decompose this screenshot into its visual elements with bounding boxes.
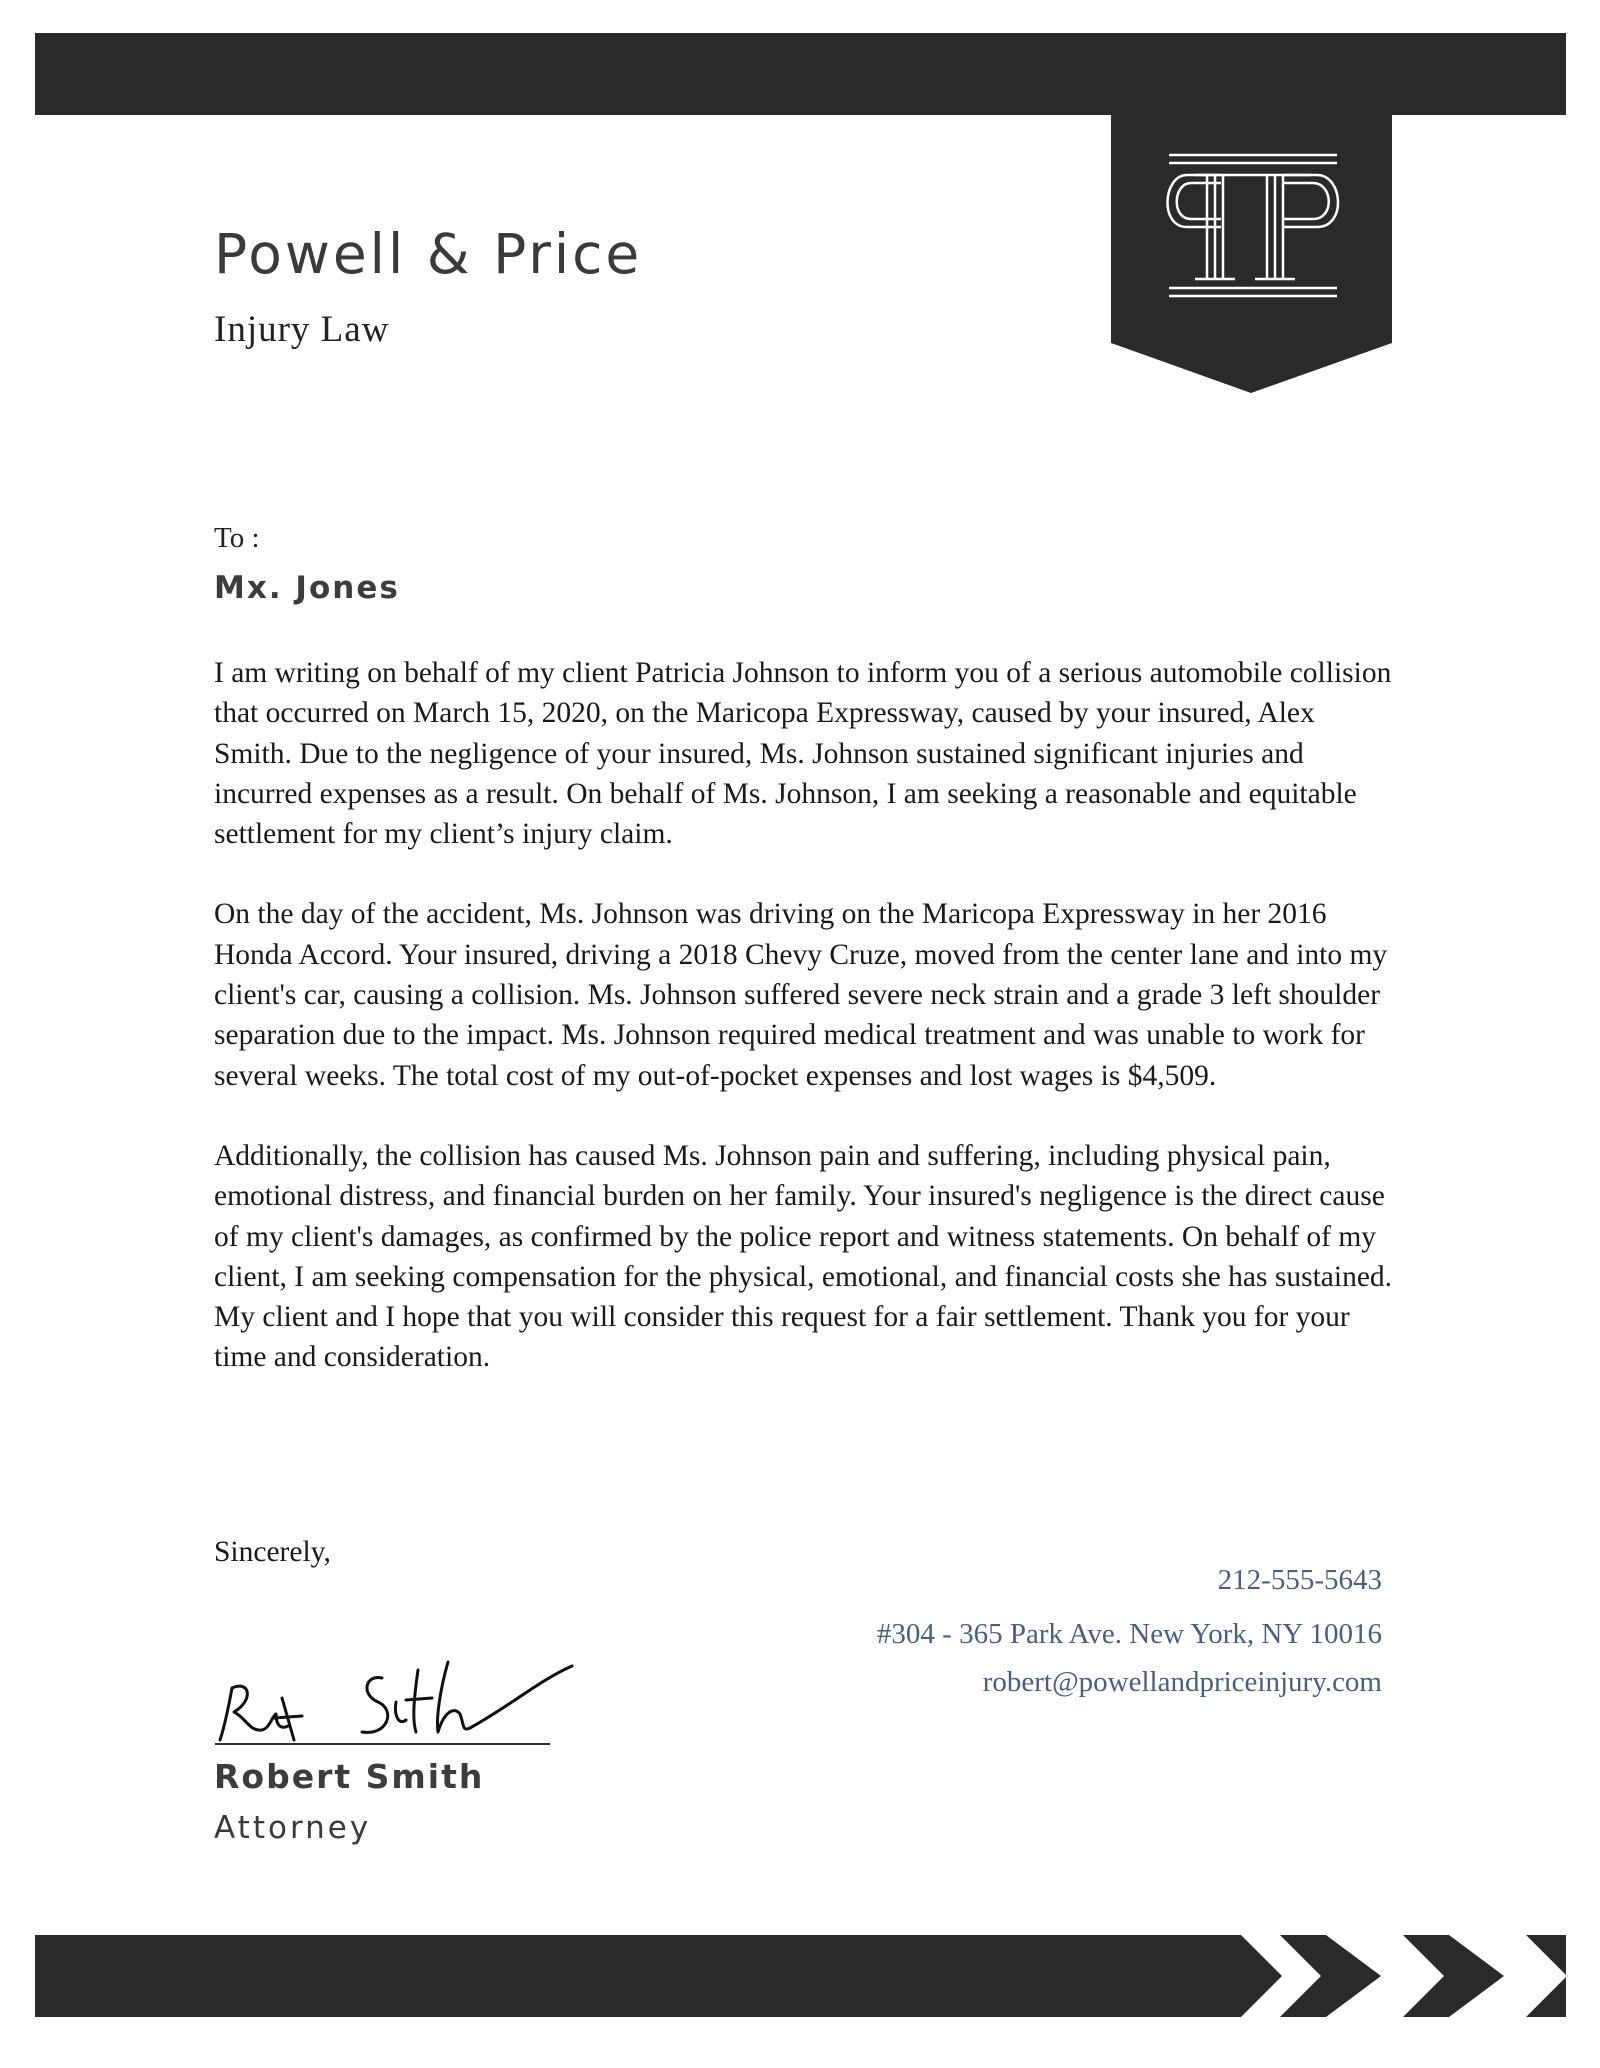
signer-name: Robert Smith [214,1757,485,1796]
body-paragraph-1: I am writing on behalf of my client Patricia Johnson to inform you of a serious automobile collision that occurred on March 15, 2020, on the Maricopa Expressway, caused by your insured, Alex Smith. Due to the negligence of your insured, Ms. Johnson sustained significant injuries and incurred expenses as a result. On behalf of Ms. Johnson, I am seeking a reasonable and equitable settlement for my client’s injury claim. [214,657,1392,851]
firm-name: Powell & Price [214,222,643,286]
contact-email: robert@powellandpriceinjury.com [982,1666,1382,1698]
body-paragraph-4: My client and I hope that you will consider this request for a fair settlement. Thank you for your time and consideration. [214,1301,1350,1374]
footer-bar [35,1935,1566,2017]
handwritten-signature-icon [210,1640,580,1750]
contact-phone: 212-555-5643 [1217,1564,1382,1596]
top-header-bar [35,33,1566,115]
chevron-arrows-icon [1280,1935,1566,2017]
body-paragraph-3: Additionally, the collision has caused Ms. Johnson pain and suffering, including physical pain, emotional distress, and financial burden on her family. Your insured's negligence is the direct cause of my client's damages, as confirmed by the police report and witness statements. On behalf of my client, I am seeking compensation for the physical, emotional, and financial costs she has sustained. [214,1139,1393,1293]
to-label: To : [214,522,260,554]
pp-monogram-pillars-icon [1111,115,1392,393]
firm-subtitle: Injury Law [214,309,390,350]
body-paragraph-2: On the day of the accident, Ms. Johnson was driving on the Maricopa Expressway in her 2016 Honda Accord. Your insured, driving a 2018 Chevy Cruze, moved from the center lane and into my client's car, causing a collision. Ms. Johnson suffered severe neck strain and a grade 3 left shoulder separation due to the impact. Ms. Johnson required medical treatment and was unable to work for several weeks. The total cost of my out-of-pocket expenses and lost wages is $4,509. [214,898,1388,1092]
closing-text: Sincerely, [214,1536,331,1568]
contact-address: #304 - 365 Park Ave. New York, NY 10016 [876,1618,1382,1650]
letter-body [214,653,1394,1378]
signer-title: Attorney [214,1810,372,1846]
recipient-name: Mx. Jones [214,570,400,606]
